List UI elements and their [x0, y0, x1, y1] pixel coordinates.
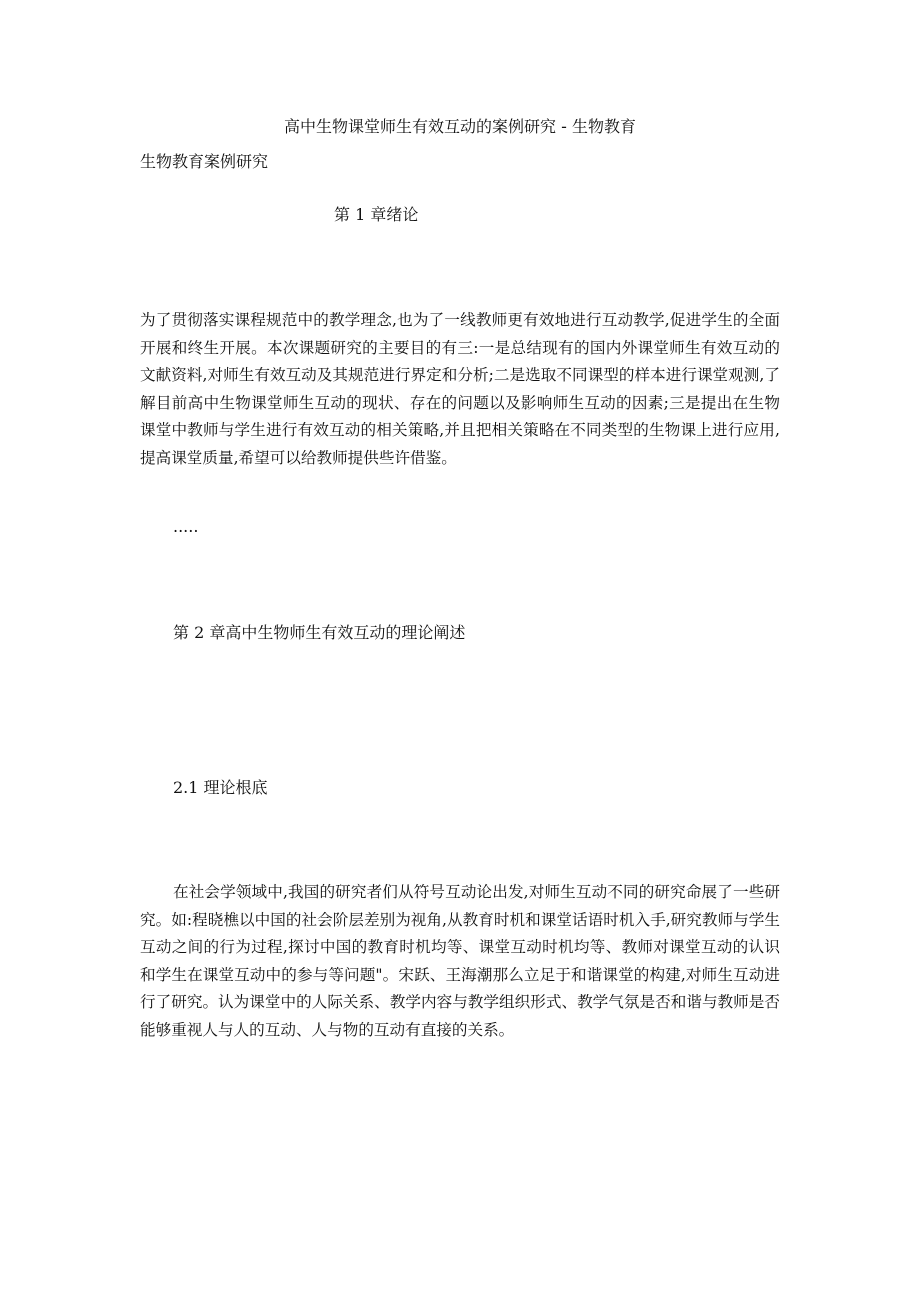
- section-2-1-heading: 2.1 理论根底: [173, 778, 268, 797]
- paragraph-1: 为了贯彻落实课程规范中的教学理念,也为了一线教师更有效地进行互动教学,促进学生的全面开展和终生开展。本次课题研究的主要目的有三:一是总结现有的国内外课堂师生有效互动的文献资料,对师生有效互动及其规范进行界定和分析;二是选取不同课型的样本进行课堂观测,了解目前高中生物课堂师生互动的现状、存在的问题以及影响师生互动的因素;三是提出在生物课堂中教师与学生进行有效互动的相关策略,并且把相关策略在不同类型的生物课上进行应用,提高课堂质量,希望可以给教师提供些许借鉴。: [140, 311, 780, 467]
- paragraph-2: 在社会学领域中,我国的研究者们从符号互动论出发,对师生互动不同的研究命展了一些研究。如:程晓樵以中国的社会阶层差别为视角,从教育时机和课堂话语时机入手,研究教师与学生互动之间的行为过程,探讨中国的教育时机均等、课堂互动时机均等、教师对课堂互动的认识和学生在课堂互动中的参与等问题"。宋跃、王海潮那么立足于和谐课堂的构建,对师生互动进行了研究。认为课堂中的人际关系、教学内容与教学组织形式、教学气氛是否和谐与教师是否能够重视人与人的互动、人与物的互动有直接的关系。: [140, 883, 780, 1039]
- document-title: 高中生物课堂师生有效互动的案例研究 - 生物教育: [284, 117, 636, 136]
- ellipsis-text: .....: [173, 517, 199, 536]
- chapter-1-heading: 第 1 章绪论: [334, 205, 419, 224]
- chapter-2-heading: 第 2 章高中生物师生有效互动的理论阐述: [173, 623, 466, 642]
- document-subtitle: 生物教育案例研究: [140, 152, 269, 171]
